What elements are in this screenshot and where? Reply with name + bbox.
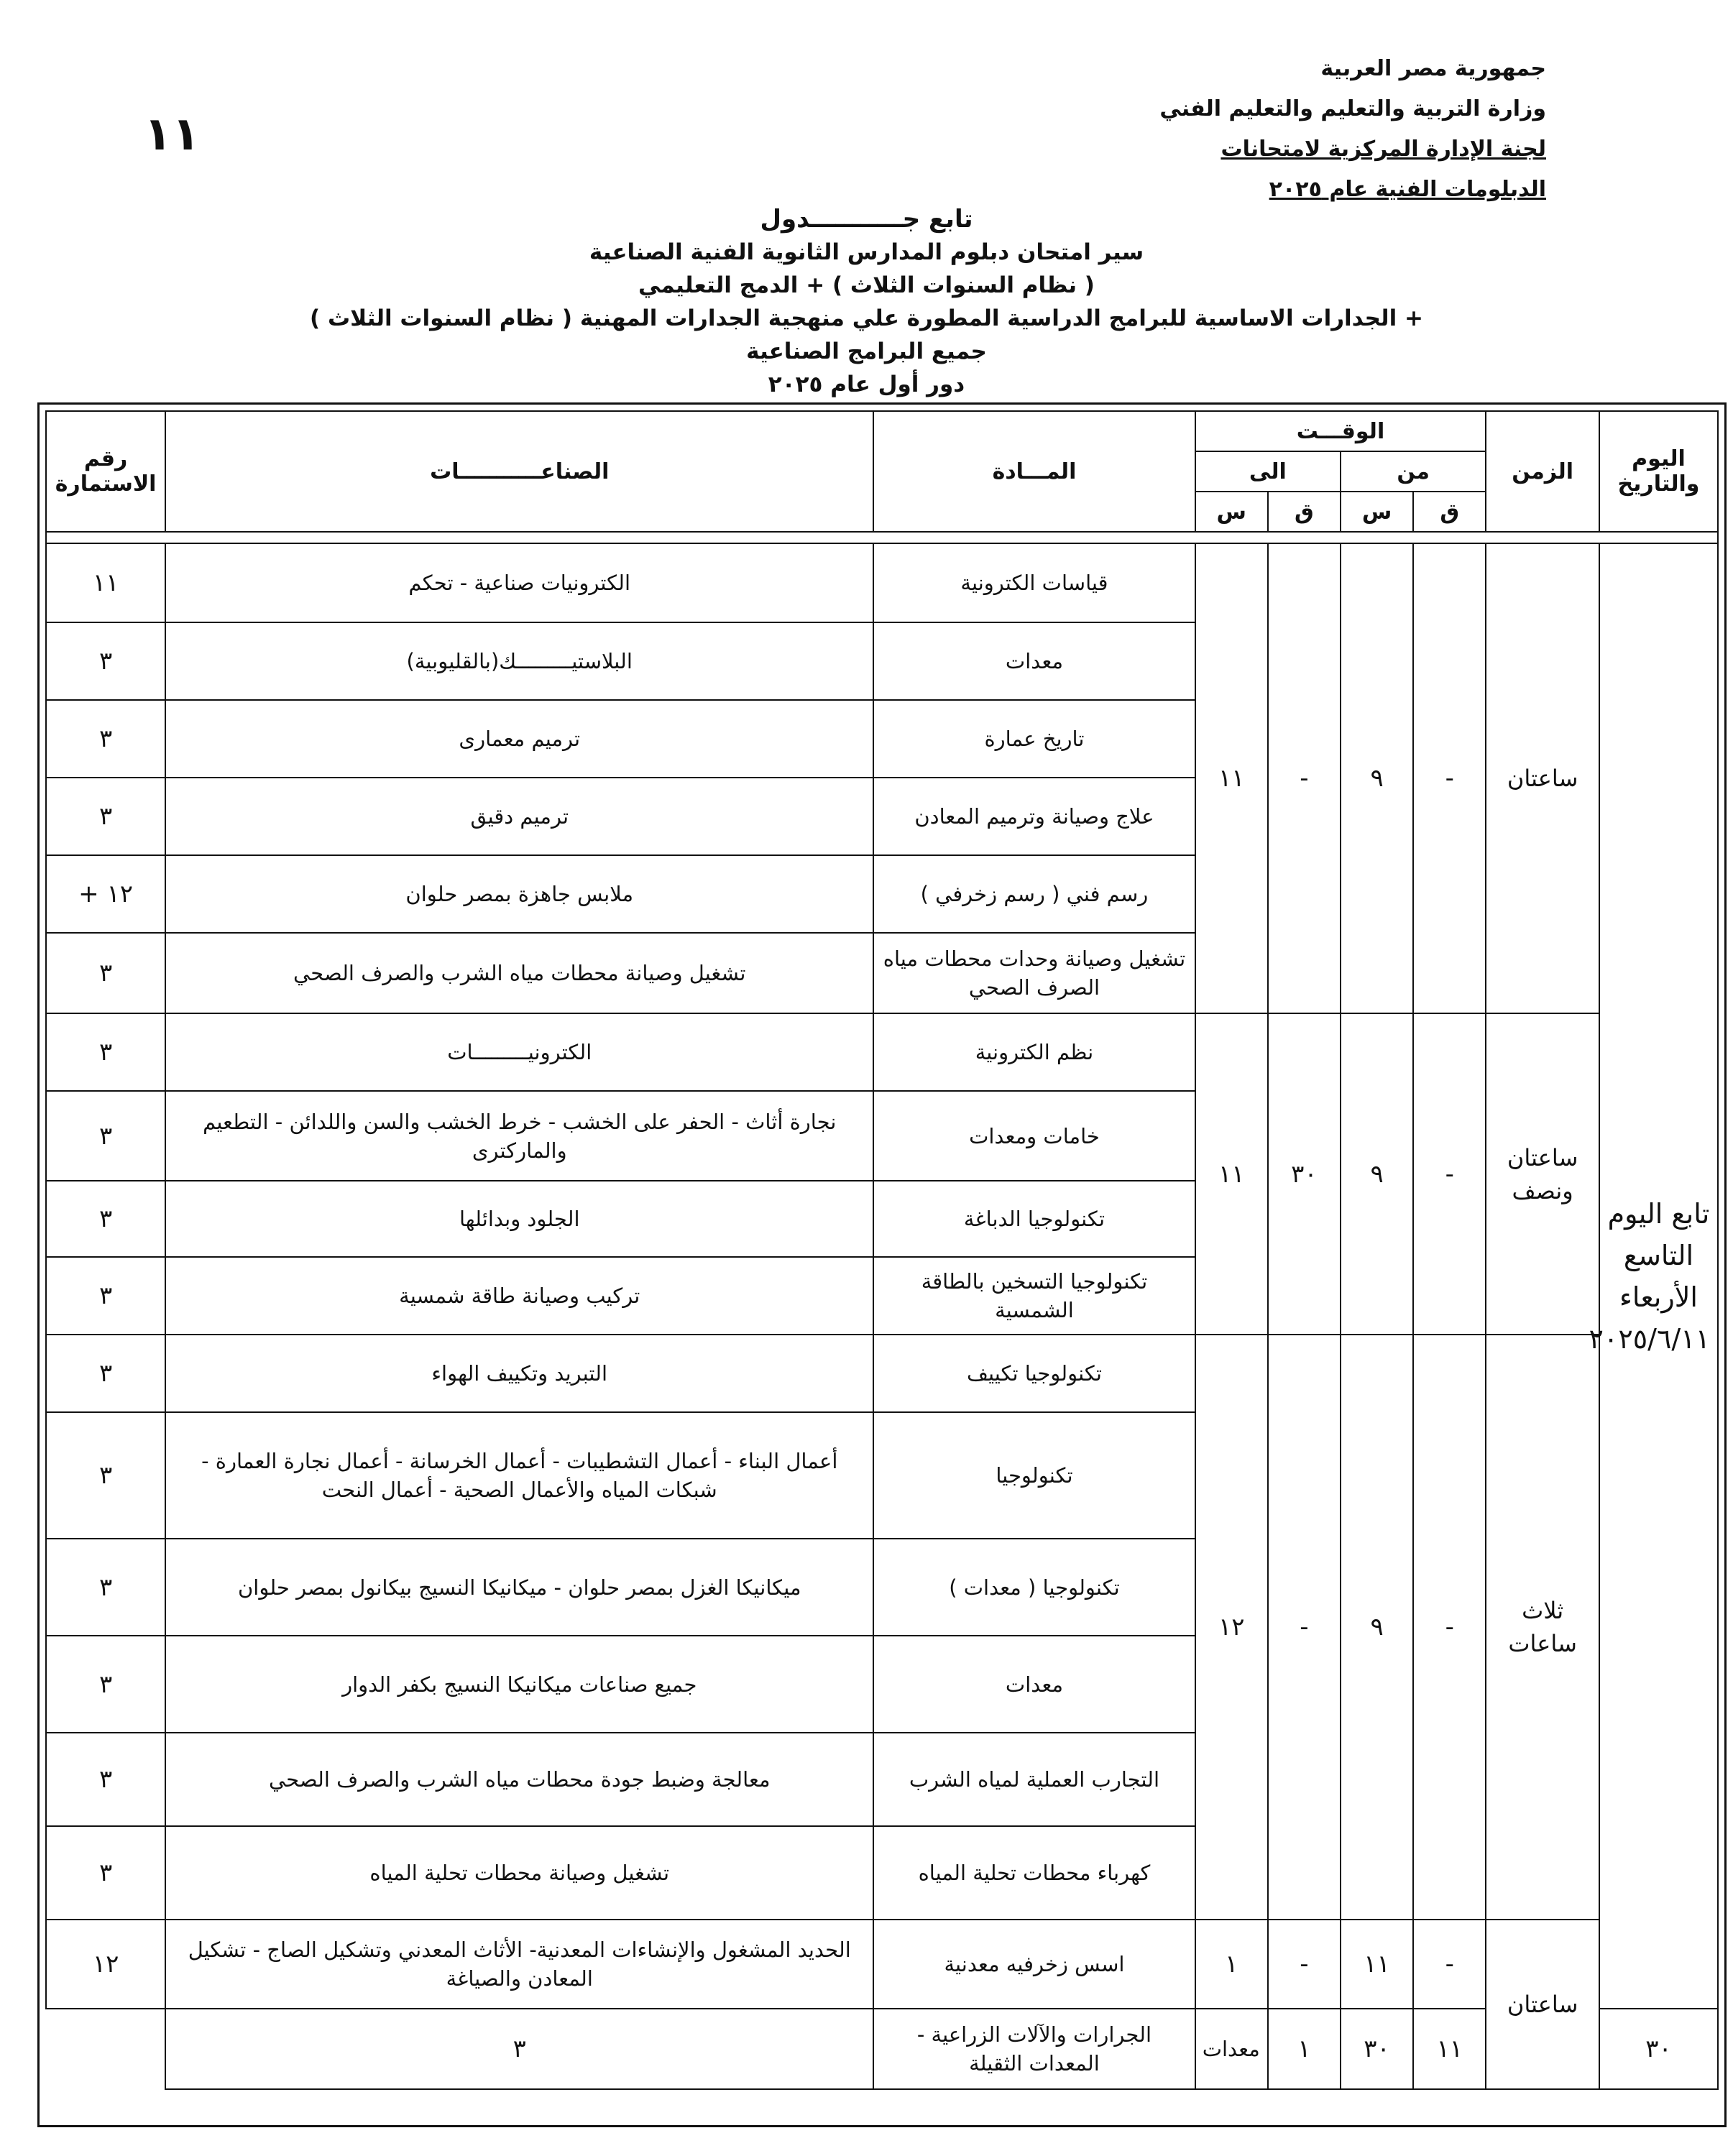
subject-cell: كهرباء محطات تحلية المياه (873, 1826, 1195, 1920)
title-continuation: تابع جـــــــــــدول (760, 205, 973, 234)
header-form-number: رقم الاستمارة (46, 411, 165, 532)
header-from: من (1341, 451, 1486, 492)
schedule-table (45, 410, 1719, 2090)
duration-cell: ساعتان ونصف (1486, 1013, 1599, 1335)
form-number-cell: ٣ (46, 1636, 165, 1733)
from-minute-cell: - (1413, 1013, 1486, 1335)
title-exam: سير امتحان دبلوم المدارس الثانوية الفنية الصناعية (589, 239, 1144, 265)
subject-cell: اسس زخرفيه معدنية (873, 1920, 1195, 2009)
subject-cell: تكنولوجيا (873, 1412, 1195, 1539)
schedule-frame (37, 402, 1727, 2127)
trades-cell: تركيب وصيانة طاقة شمسية (165, 1257, 873, 1335)
subject-cell: تكنولوجيا ( معدات ) (873, 1539, 1195, 1636)
form-number-cell: ٣ (46, 1013, 165, 1091)
subject-cell: تكنولوجيا تكييف (873, 1335, 1195, 1412)
duration-cell: ساعتان (1486, 1920, 1599, 2089)
form-number-cell: ٣ (46, 1539, 165, 1636)
from-minute-cell: - (1413, 1920, 1486, 2009)
to-hour-cell: ١ (1195, 1920, 1268, 2009)
subject-cell: نظم الكترونية (873, 1013, 1195, 1091)
table-row (46, 1013, 1718, 1091)
trades-cell: الكترونيات صناعية - تحكم (165, 543, 873, 622)
header-to-minute: ق (1268, 492, 1341, 532)
form-number-cell: ٣ (165, 2009, 873, 2089)
subject-cell: معدات (873, 622, 1195, 700)
committee-name: لجنة الإدارة المركزية لامتحانات (1221, 137, 1546, 162)
country-name: جمهورية مصر العربية (1320, 56, 1546, 81)
from-minute-cell: - (1413, 543, 1486, 1013)
from-hour-cell: ١١ (1341, 1920, 1413, 2009)
page-number: ١١ (144, 108, 201, 161)
duration-cell: ثلاث ساعات (1486, 1335, 1599, 1920)
ministry-header (1159, 49, 1546, 210)
to-hour-cell: ١١ (1195, 543, 1268, 1013)
form-number-cell: ٣ (46, 933, 165, 1013)
form-number-cell: ٣ (46, 1733, 165, 1826)
trades-cell: ميكانيكا الغزل بمصر حلوان - ميكانيكا النسيج بيكانول بمصر حلوان (165, 1539, 873, 1636)
form-number-cell: ٣ (46, 622, 165, 700)
header-duration: الزمن (1486, 411, 1599, 532)
subject-cell: رسم فني ( رسم زخرفي ) (873, 855, 1195, 933)
header-day-date: اليوم والتاريخ (1599, 411, 1718, 532)
form-number-cell: ٣ (46, 700, 165, 778)
header-to-hour: س (1195, 492, 1268, 532)
from-hour-cell: ٩ (1341, 543, 1413, 1013)
title-programs: جميع البرامج الصناعية (746, 338, 987, 364)
table-body (46, 532, 1718, 2089)
header-time: الوقـــت (1195, 411, 1486, 451)
to-minute-cell: - (1268, 543, 1341, 1013)
to-minute-cell: - (1268, 1920, 1341, 2009)
trades-cell: الجرارات والآلات الزراعية - المعدات الثقيلة (873, 2009, 1195, 2089)
to-hour-cell: ١١ (1195, 1013, 1268, 1335)
to-hour-cell: ١٢ (1195, 1335, 1268, 1920)
trades-cell: ترميم دقيق (165, 778, 873, 855)
trades-cell: ترميم معمارى (165, 700, 873, 778)
from-hour-cell: ٩ (1341, 1013, 1413, 1335)
subject-cell: تشغيل وصيانة وحدات محطات مياه الصرف الصحي (873, 933, 1195, 1013)
trades-cell: البلاستيـــــــــك(بالقليوبية) (165, 622, 873, 700)
trades-cell: الكترونيـــــــــات (165, 1013, 873, 1091)
form-number-cell: ٣ (46, 1257, 165, 1335)
form-number-cell: ٣ (46, 1412, 165, 1539)
subject-cell: تكنولوجيا التسخين بالطاقة الشمسية (873, 1257, 1195, 1335)
subject-cell: معدات (873, 1636, 1195, 1733)
day-date-cell: تابع اليوم التاسع الأربعاء ٢٠٢٥/٦/١١ (1599, 543, 1718, 2009)
title-system: ( نظام السنوات الثلاث ) + الدمج التعليمي (638, 272, 1095, 298)
subject-cell: علاج وصيانة وترميم المعادن (873, 778, 1195, 855)
duration-cell: ساعتان (1486, 543, 1599, 1013)
table-row (46, 2009, 1718, 2089)
form-number-cell: ٣ (46, 778, 165, 855)
subject-cell: معدات (1195, 2009, 1268, 2089)
subject-cell: خامات ومعدات (873, 1091, 1195, 1181)
table-row (46, 543, 1718, 622)
trades-cell: ملابس جاهزة بمصر حلوان (165, 855, 873, 933)
header-from-minute: ق (1413, 492, 1486, 532)
document-titles (0, 203, 1733, 401)
trades-cell: نجارة أثاث - الحفر على الخشب - خرط الخشب والسن واللدائن - التطعيم والماركترى (165, 1091, 873, 1181)
to-hour-cell: ١ (1268, 2009, 1341, 2089)
subject-cell: تاريخ عمارة (873, 700, 1195, 778)
trades-cell: الحديد المشغول والإنشاءات المعدنية- الأثاث المعدني وتشكيل الصاج - تشكيل المعادن والصياغة (165, 1920, 873, 2009)
header-trades: الصناعـــــــــــات (165, 411, 873, 532)
header-from-hour: س (1341, 492, 1413, 532)
trades-cell: جميع صناعات ميكانيكا النسيج بكفر الدوار (165, 1636, 873, 1733)
exam-year: الدبلومات الفنية عام ٢٠٢٥ (1269, 177, 1546, 202)
form-number-cell: ٣ (46, 1181, 165, 1257)
subject-cell: تكنولوجيا الدباغة (873, 1181, 1195, 1257)
trades-cell: معالجة وضبط جودة محطات مياه الشرب والصرف الصحي (165, 1733, 873, 1826)
ministry-name: وزارة التربية والتعليم والتعليم الفني (1159, 96, 1546, 121)
trades-cell: تشغيل وصيانة محطات مياه الشرب والصرف الصحي (165, 933, 873, 1013)
title-session: دور أول عام ٢٠٢٥ (768, 372, 965, 397)
header-subject: المـــادة (873, 411, 1195, 532)
table-row (46, 1920, 1718, 2009)
title-competencies: + الجدارات الاساسية للبرامج الدراسية المطورة علي منهجية الجدارات المهنية ( نظام السنوات الثلاث ) (310, 305, 1423, 331)
table-row (46, 1335, 1718, 1412)
from-hour-cell: ١١ (1413, 2009, 1486, 2089)
table-header (46, 411, 1718, 532)
from-minute-cell: - (1413, 1335, 1486, 1920)
header-spacer (46, 532, 1718, 543)
to-minute-cell: ٣٠ (1268, 1013, 1341, 1335)
from-hour-cell: ٩ (1341, 1335, 1413, 1920)
trades-cell: التبريد وتكييف الهواء (165, 1335, 873, 1412)
form-number-cell: ١٢ + (46, 855, 165, 933)
form-number-cell: ١١ (46, 543, 165, 622)
trades-cell: أعمال البناء - أعمال التشطيبات - أعمال الخرسانة - أعمال نجارة العمارة - شبكات المياه والأعمال الصحية - أعمال النحت (165, 1412, 873, 1539)
header-to: الى (1195, 451, 1341, 492)
trades-cell: تشغيل وصيانة محطات تحلية المياه (165, 1826, 873, 1920)
to-minute-cell: ٣٠ (1341, 2009, 1413, 2089)
form-number-cell: ٣ (46, 1335, 165, 1412)
form-number-cell: ٣ (46, 1091, 165, 1181)
form-number-cell: ٣ (46, 1826, 165, 1920)
subject-cell: قياسات الكترونية (873, 543, 1195, 622)
form-number-cell: ١٢ (46, 1920, 165, 2009)
to-minute-cell: - (1268, 1335, 1341, 1920)
subject-cell: التجارب العملية لمياه الشرب (873, 1733, 1195, 1826)
trades-cell: الجلود وبدائلها (165, 1181, 873, 1257)
from-minute-cell: ٣٠ (1599, 2009, 1718, 2089)
